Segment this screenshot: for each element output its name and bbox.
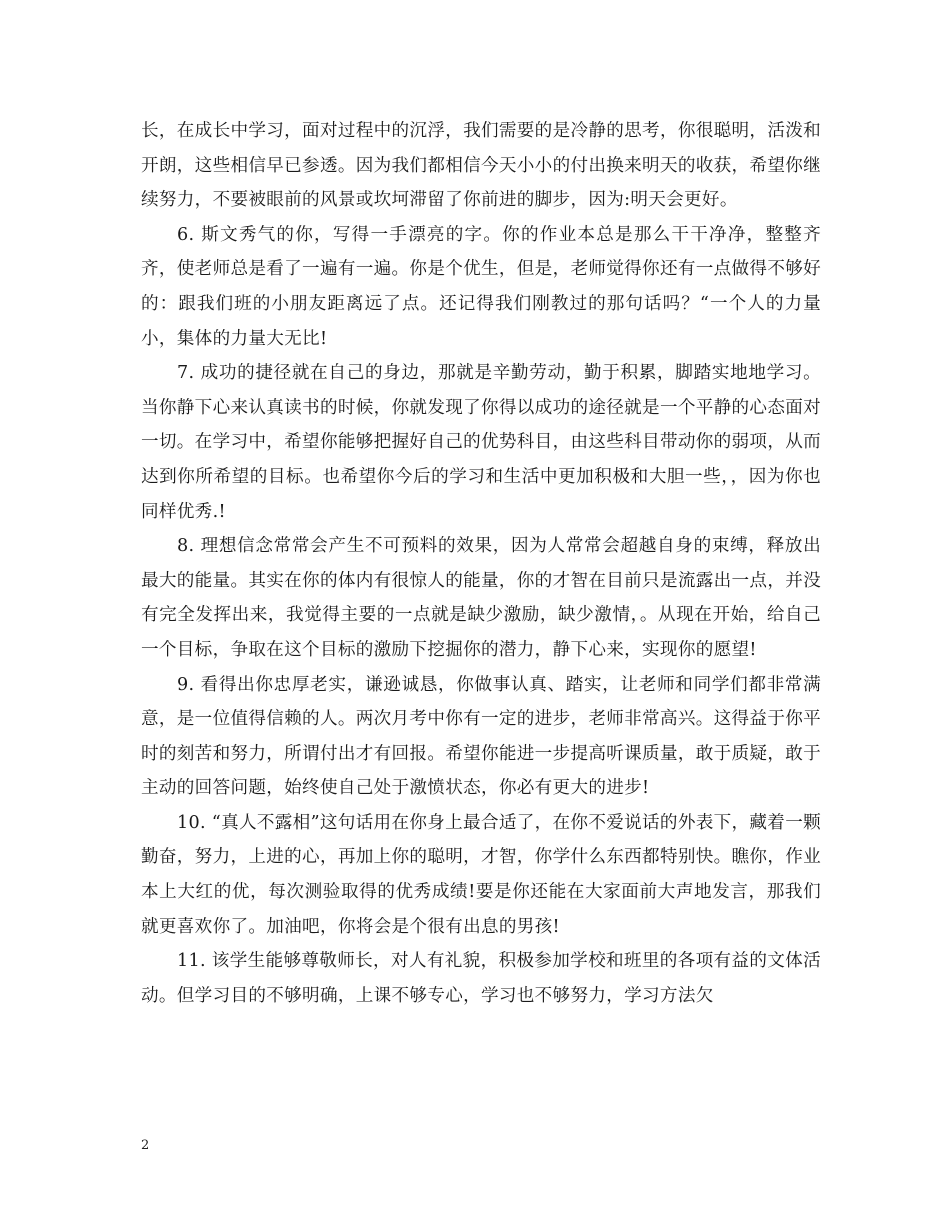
paragraph-item-6: 6. 斯文秀气的你，写得一手漂亮的字。你的作业本总是那么干干净净，整整齐齐，使老师总是看了一遍有一遍。你是个优生，但是，老师觉得你还有一点做得不够好的：跟我们班的小朋友距离远了点。还记得我们刚教过的那句话吗？“一个人的力量小，集体的力量大无比! — [141, 224, 821, 349]
paragraph-item-7: 7. 成功的捷径就在自己的身边，那就是辛勤劳动，勤于积累，脚踏实地地学习。当你静下心来认真读书的时候，你就发现了你得以成功的途径就是一个平静的心态面对一切。在学习中，希望你能够把握好自己的优势科目，由这些科目带动你的弱项，从而达到你所希望的目标。也希望你今后的学习和生活中更加积极和大胆一些，，因为你也同样优秀.! — [141, 363, 821, 522]
paragraph-item-10: 10. “真人不露相”这句话用在你身上最合适了，在你不爱说话的外表下，藏着一颗勤奋，努力，上进的心，再加上你的聪明，才智，你学什么东西都特别快。瞧你，作业本上大红的优，每次测验取得的优秀成绩!要是你还能在大家面前大声地发言，那我们就更喜欢你了。加油吧，你将会是个很有出息的男孩! — [141, 812, 821, 937]
paragraph-continuation: 长，在成长中学习，面对过程中的沉浮，我们需要的是冷静的思考，你很聪明，活泼和开朗，这些相信早已参透。因为我们都相信今天小小的付出换来明天的收获，希望你继续努力，不要被眼前的风景或坎坷滞留了你前进的脚步，因为:明天会更好。 — [141, 121, 821, 211]
document-body — [141, 114, 821, 1013]
paragraph-item-8: 8. 理想信念常常会产生不可预料的效果，因为人常常会超越自身的束缚，释放出最大的能量。其实在你的体内有很惊人的能量，你的才智在目前只是流露出一点，并没有完全发挥出来，我觉得主要的一点就是缺少激励，缺少激情，。从现在开始，给自己一个目标，争取在这个目标的激励下挖掘你的潜力，静下心来，实现你的愿望! — [141, 536, 821, 660]
paragraph-item-11: 11. 该学生能够尊敬师长，对人有礼貌，积极参加学校和班里的各项有益的文体活动。但学习目的不够明确，上课不够专心，学习也不够努力，学习方法欠 — [141, 951, 821, 1006]
paragraph-item-9: 9. 看得出你忠厚老实，谦逊诚恳，你做事认真、踏实，让老师和同学们都非常满意，是一位值得信赖的人。两次月考中你有一定的进步，老师非常高兴。这得益于你平时的刻苦和努力，所谓付出才有回报。希望你能进一步提高听课质量，敢于质疑，敢于主动的回答问题，始终使自己处于激愤状态，你必有更大的进步! — [141, 674, 821, 799]
page-number: 2 — [141, 1138, 150, 1153]
